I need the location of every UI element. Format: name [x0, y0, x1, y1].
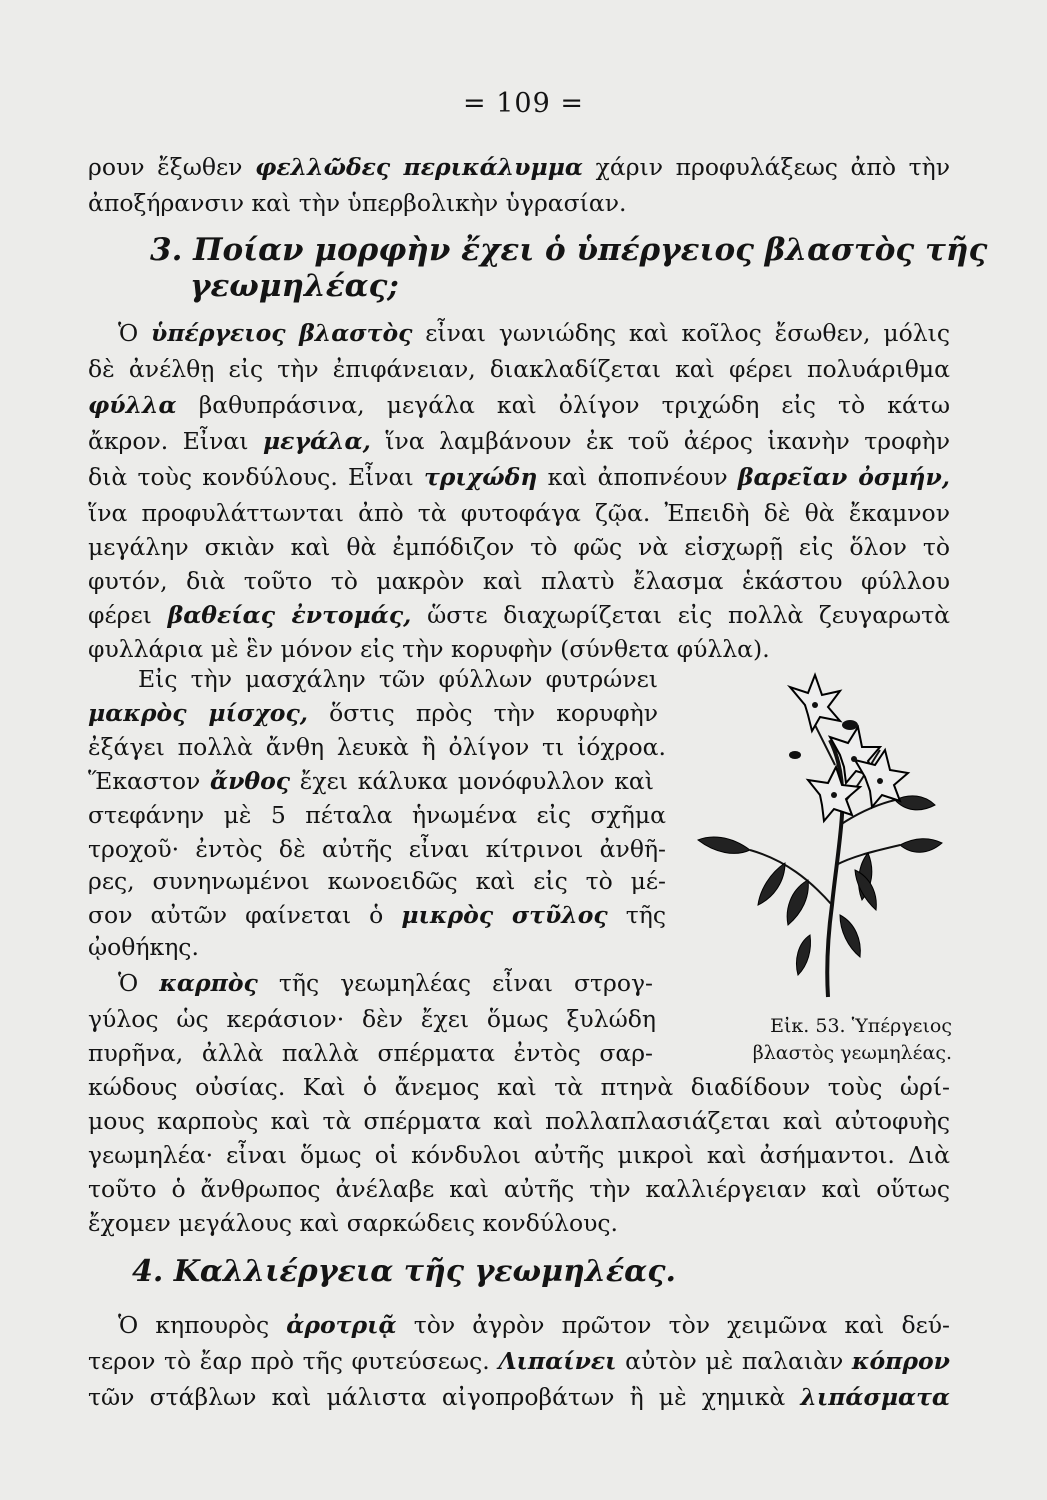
text-line: τῶν στάβλων καὶ μάλιστα αἰγοπροβάτων ἢ μὲ χημικὰ λιπάσματα — [88, 1383, 950, 1411]
text-line: διὰ τοὺς κονδύλους. Εἶναι τριχώδη καὶ ἀποπνέουν βαρεῖαν ὀσμήν, — [88, 463, 950, 491]
text-line: Ἕκαστον ἄνθος ἔχει κάλυκα μονόφυλλον καὶ — [88, 767, 654, 795]
text-line: κώδους οὐσίας. Καὶ ὁ ἄνεμος καὶ τὰ πτηνὰ διαδίδουν τοὺς ὡρί- — [88, 1073, 950, 1101]
text-line: μακρὸς μίσχος, ὅστις πρὸς τὴν κορυφὴν — [88, 699, 659, 727]
text-line: ρουν ἔξωθεν φελλῶδες περικάλυμμα χάριν προφυλάξεως ἀπὸ τὴν — [88, 153, 950, 181]
text-line: ἀποξήρανσιν καὶ τὴν ὑπερβολικὴν ὑγρασίαν. — [88, 189, 627, 217]
text-line: τερον τὸ ἔαρ πρὸ τῆς φυτεύσεως. Λιπαίνει αὐτὸν μὲ παλαιὰν κόπρον — [88, 1347, 950, 1375]
text-line: Ὁ ὑπέργειος βλαστὸς εἶναι γωνιώδης καὶ κοῖλος ἔσωθεν, μόλις — [118, 319, 951, 347]
section-heading-3: 3. Ποίαν μορφὴν ἔχει ὁ ὑπέργειος βλαστὸς τῆς — [150, 232, 988, 268]
text-line: Ὁ κηπουρὸς ἀροτριᾷ τὸν ἀγρὸν πρῶτον τὸν χειμῶνα καὶ δεύ- — [118, 1311, 950, 1339]
figure-caption — [712, 1013, 952, 1067]
text-line: Εἰς τὴν μασχάλην τῶν φύλλων φυτρώνει — [138, 665, 658, 693]
text-line: φέρει βαθείας ἐντομάς, ὥστε διαχωρίζεται εἰς πολλὰ ζευγαρωτὰ — [88, 601, 950, 629]
text-line: ρες, συνηνωμένοι κωνοειδῶς καὶ εἰς τὸ μέ- — [88, 867, 666, 895]
text-line: μεγάλην σκιὰν καὶ θὰ ἐμπόδιζον τὸ φῶς νὰ εἰσχωρῇ εἰς ὅλον τὸ — [88, 533, 950, 561]
text-line: γύλος ὡς κεράσιον· δὲν ἔχει ὅμως ξυλώδη — [88, 1005, 656, 1033]
text-line: φυτόν, διὰ τοῦτο τὸ μακρὸν καὶ πλατὺ ἔλασμα ἑκάστου φύλλου — [88, 567, 950, 595]
text-line: μους καρποὺς καὶ τὰ σπέρματα καὶ πολλαπλασιάζεται καὶ αὐτοφυὴς — [88, 1107, 950, 1135]
text-line: τοῦτο ὁ ἄνθρωπος ἀνέλαβε καὶ αὐτῆς τὴν καλλιέργειαν καὶ οὕτως — [88, 1175, 950, 1203]
text-line: πυρῆνα, ἀλλὰ παλλὰ σπέρματα ἐντὸς σαρ- — [88, 1039, 653, 1067]
text-line: ἔχομεν μεγάλους καὶ σαρκώδεις κονδύλους. — [88, 1209, 619, 1237]
text-line: σον αὐτῶν φαίνεται ὁ μικρὸς στῦλος τῆς — [88, 901, 666, 929]
text-line: τροχοῦ· ἐντὸς δὲ αὐτῆς εἶναι κίτρινοι ἀνθῆ- — [88, 835, 666, 863]
section-heading-3-cont: γεωμηλέας; — [190, 268, 399, 304]
text-line: φυλλάρια μὲ ἓν μόνον εἰς τὴν κορυφὴν (σύνθετα φύλλα). — [88, 635, 770, 663]
text-line: στεφάνην μὲ 5 πέταλα ἡνωμένα εἰς σχῆμα — [88, 801, 666, 829]
caption-line: βλαστὸς γεωμηλέας. — [752, 1042, 952, 1064]
caption-line: Εἰκ. 53. Ὑπέργειος — [770, 1015, 952, 1037]
text-line: δὲ ἀνέλθῃ εἰς τὴν ἐπιφάνειαν, διακλαδίζεται καὶ φέρει πολυάριθμα — [88, 355, 950, 383]
text-line: φύλλα βαθυπράσινα, μεγάλα καὶ ὀλίγον τριχώδη εἰς τὸ κάτω — [88, 391, 950, 419]
potato-plant-illustration-icon — [690, 665, 945, 1010]
text-line: ἐξάγει πολλὰ ἄνθη λευκὰ ἢ ὀλίγον τι ἰόχροα. — [88, 733, 666, 761]
text-line: ᾠοθήκης. — [88, 933, 199, 961]
text-line: γεωμηλέα· εἶναι ὅμως οἱ κόνδυλοι αὐτῆς μικροὶ καὶ ἀσήμαντοι. Διὰ — [88, 1141, 950, 1169]
section-heading-4: 4. Καλλιέργεια τῆς γεωμηλέας. — [132, 1254, 676, 1289]
page-number: = 109 = — [463, 88, 584, 119]
text-line: Ὁ καρπὸς τῆς γεωμηλέας εἶναι στρογ- — [118, 969, 653, 997]
text-line: ἵνα προφυλάττωνται ἀπὸ τὰ φυτοφάγα ζῷα. Ἐπειδὴ δὲ θὰ ἔκαμνον — [88, 499, 950, 527]
text-line: ἄκρον. Εἶναι μεγάλα, ἵνα λαμβάνουν ἐκ τοῦ ἀέρος ἱκανὴν τροφὴν — [88, 427, 950, 455]
